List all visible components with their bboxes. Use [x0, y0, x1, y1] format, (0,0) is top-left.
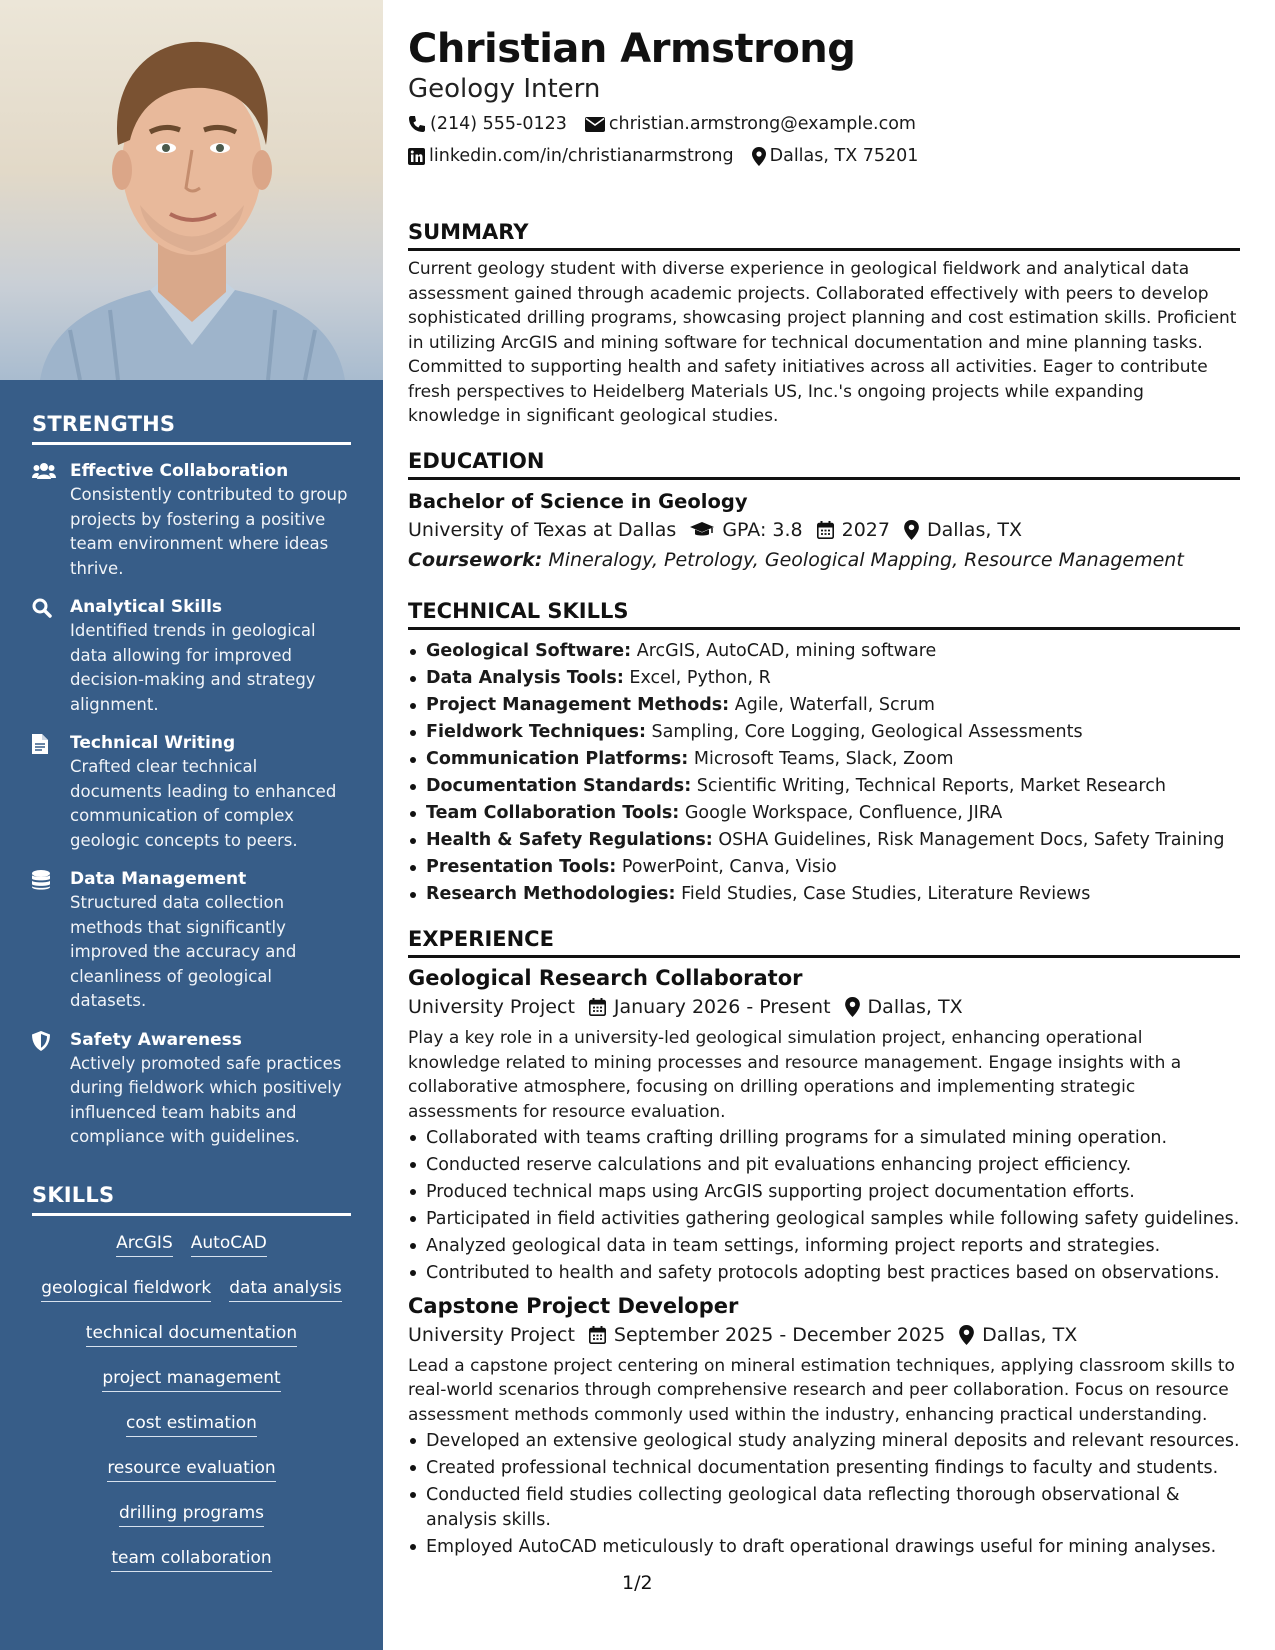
- search-icon: [32, 595, 70, 717]
- users-icon: [32, 459, 70, 581]
- school-name: University of Texas at Dallas: [408, 519, 677, 541]
- summary-heading: SUMMARY: [408, 220, 1240, 251]
- contact-row-2: [408, 146, 936, 166]
- skill-tag: ArcGIS: [116, 1233, 173, 1257]
- list-item: Analyzed geological data in team settings, informing project reports and strategies.: [408, 1234, 1240, 1259]
- strength-title: Effective Collaboration: [70, 461, 289, 481]
- strength-title: Data Management: [70, 869, 247, 889]
- strength-title: Technical Writing: [70, 733, 236, 753]
- shield-icon: [32, 1028, 70, 1150]
- role-bullets: [408, 1429, 1240, 1559]
- envelope-icon: [585, 117, 605, 132]
- skill-label: Communication Platforms:: [426, 749, 689, 769]
- role-org: University Project: [408, 996, 575, 1018]
- document-icon: [32, 731, 70, 853]
- skill-tag: data analysis: [229, 1278, 342, 1302]
- skill-value: Google Workspace, Confluence, JIRA: [684, 803, 1003, 823]
- skill-value: OSHA Guidelines, Risk Management Docs, Safety Training: [718, 830, 1225, 850]
- map-pin-icon: [752, 147, 766, 166]
- calendar-icon: [817, 521, 834, 539]
- coursework-label: Coursework:: [408, 549, 543, 571]
- experience-entry: [408, 966, 1240, 1286]
- strength-item: [32, 459, 351, 581]
- list-item: [408, 854, 1240, 881]
- skill-value: Scientific Writing, Technical Reports, Market Research: [696, 776, 1166, 796]
- coursework: [408, 549, 1240, 571]
- contact-row: [408, 114, 934, 134]
- list-item: Employed AutoCAD meticulously to draft operational drawings useful for mining analyses.: [408, 1535, 1240, 1560]
- strengths-heading: STRENGTHS: [32, 412, 351, 445]
- skill-value: Excel, Python, R: [629, 668, 771, 688]
- sidebar: [0, 0, 383, 1650]
- list-item: [408, 827, 1240, 854]
- list-item: [408, 665, 1240, 692]
- grad-year: 2027: [841, 519, 890, 541]
- list-item: Contributed to health and safety protocols adopting best practices based on observations.: [408, 1261, 1240, 1286]
- role-bullets: [408, 1126, 1240, 1286]
- skill-label: Project Management Methods:: [426, 695, 730, 715]
- phone-contact[interactable]: [408, 114, 567, 134]
- strength-text: Identified trends in geological data allowing for improved decision-making and strategy alignment.: [70, 621, 316, 714]
- technical-skills-list: [408, 638, 1240, 908]
- skill-tag: cost estimation: [126, 1413, 257, 1437]
- skill-value: Agile, Waterfall, Scrum: [734, 695, 935, 715]
- skill-label: Team Collaboration Tools:: [426, 803, 680, 823]
- gpa: GPA: 3.8: [722, 519, 803, 541]
- role-dates: January 2026 - Present: [613, 996, 831, 1018]
- role-location: Dallas, TX: [982, 1323, 1078, 1346]
- list-item: [408, 692, 1240, 719]
- role-org: University Project: [408, 1323, 575, 1346]
- technical-skills-section: [408, 599, 1240, 908]
- school-location: Dallas, TX: [926, 519, 1023, 541]
- linkedin-icon: [408, 148, 425, 165]
- education-heading: EDUCATION: [408, 449, 1240, 480]
- list-item: [408, 638, 1240, 665]
- location-text: Dallas, TX 75201: [769, 146, 919, 166]
- role-description: Lead a capstone project centering on mineral estimation techniques, applying classroom skills to real-world scenarios through comprehensive research and peer collaboration. Focus on resource assessment methods commonly used within the industry, enhancing practical understanding.: [408, 1355, 1235, 1425]
- phone-text: (214) 555-0123: [430, 114, 567, 134]
- list-item: [408, 881, 1240, 908]
- skill-value: ArcGIS, AutoCAD, mining software: [636, 641, 937, 661]
- skills-section: [32, 1183, 351, 1582]
- graduation-cap-icon: [690, 522, 714, 538]
- candidate-name: Christian Armstrong: [408, 26, 856, 72]
- skill-label: Health & Safety Regulations:: [426, 830, 713, 850]
- education-meta: [408, 519, 1240, 541]
- list-item: [408, 773, 1240, 800]
- skill-label: Research Methodologies:: [426, 884, 676, 904]
- map-pin-icon: [959, 1325, 974, 1345]
- role-location: Dallas, TX: [867, 996, 963, 1018]
- list-item: Conducted field studies collecting geological data reflecting thorough observational & analysis skills.: [408, 1483, 1240, 1532]
- location-contact: [752, 146, 919, 166]
- coursework-list: Mineralogy, Petrology, Geological Mapping, Resource Management: [548, 549, 1184, 571]
- skill-tag: team collaboration: [111, 1548, 271, 1572]
- skill-tag: technical documentation: [86, 1323, 297, 1347]
- map-pin-icon: [904, 520, 919, 540]
- list-item: Developed an extensive geological study analyzing mineral deposits and relevant resources.: [408, 1429, 1240, 1454]
- summary-text: Current geology student with diverse experience in geological fieldwork and analytical data assessment gained through academic projects. Collaborated effectively with peers to develop sophisticated drilling programs, showcasing project planning and cost estimation skills. Proficient in utilizing ArcGIS and mining software for technical documentation and mine planning tasks. Committed to supporting health and safety initiatives across all activities. Eager to contribute fresh perspectives to Heidelberg Materials US, Inc.'s ongoing projects while expanding knowledge in significant geological studies.: [408, 259, 1237, 426]
- strength-item: [32, 1028, 351, 1150]
- list-item: [408, 800, 1240, 827]
- email-text: christian.armstrong@example.com: [608, 114, 916, 134]
- role-title: Geological Research Collaborator: [408, 966, 803, 990]
- list-item: [408, 719, 1240, 746]
- list-item: [408, 746, 1240, 773]
- role-title: Capstone Project Developer: [408, 1293, 739, 1318]
- calendar-icon: [589, 1326, 606, 1344]
- role-meta: [408, 1324, 1240, 1346]
- role-dates: September 2025 - December 2025: [613, 1323, 946, 1346]
- strength-text: Consistently contributed to group projects by fostering a positive team environment where ideas thrive.: [70, 485, 348, 578]
- skill-value: Microsoft Teams, Slack, Zoom: [693, 749, 954, 769]
- experience-entry: [408, 1294, 1240, 1560]
- calendar-icon: [589, 998, 606, 1016]
- strength-item: [32, 595, 351, 717]
- skill-label: Presentation Tools:: [426, 857, 617, 877]
- phone-icon: [408, 115, 426, 133]
- skill-label: Fieldwork Techniques:: [426, 722, 646, 742]
- list-item: Produced technical maps using ArcGIS supporting project documentation efforts.: [408, 1180, 1240, 1205]
- experience-section: [408, 927, 1240, 1562]
- education-section: [408, 449, 1240, 571]
- list-item: Participated in field activities gathering geological samples while following safety guidelines.: [408, 1207, 1240, 1232]
- strength-title: Analytical Skills: [70, 597, 223, 617]
- skill-value: PowerPoint, Canva, Visio: [621, 857, 837, 877]
- strengths-section: [32, 412, 351, 1150]
- list-item: Created professional technical documentation presenting findings to faculty and students.: [408, 1456, 1240, 1481]
- skill-tag: drilling programs: [119, 1503, 264, 1527]
- skill-label: Geological Software:: [426, 641, 632, 661]
- list-item: Collaborated with teams crafting drilling programs for a simulated mining operation.: [408, 1126, 1240, 1151]
- linkedin-text: linkedin.com/in/christianarmstrong: [429, 146, 734, 166]
- strength-title: Safety Awareness: [70, 1029, 242, 1050]
- role-meta: [408, 996, 1240, 1018]
- degree-title: Bachelor of Science in Geology: [408, 490, 748, 513]
- skill-tag: AutoCAD: [191, 1233, 267, 1257]
- experience-heading: EXPERIENCE: [408, 927, 1240, 958]
- skills-list: [32, 1222, 351, 1582]
- strength-text: Actively promoted safe practices during fieldwork which positively influenced team habits and compliance with guidelines.: [70, 1053, 342, 1146]
- strength-item: [32, 867, 351, 1014]
- skill-label: Data Analysis Tools:: [426, 668, 624, 688]
- skill-value: Field Studies, Case Studies, Literature Reviews: [681, 884, 1091, 904]
- technical-skills-heading: TECHNICAL SKILLS: [408, 599, 1240, 630]
- role-description: Play a key role in a university-led geological simulation project, enhancing operational knowledge related to mining processes and resource management. Engage insights with a collaborative atmosphere, focusing on drilling operations and implementing strategic assessments for resource evaluation.: [408, 1028, 1182, 1122]
- strength-text: Structured data collection methods that significantly improved the accuracy and cleanliness of geological datasets.: [70, 893, 297, 1010]
- skill-label: Documentation Standards:: [426, 776, 692, 796]
- skill-value: Sampling, Core Logging, Geological Assessments: [651, 722, 1083, 742]
- database-icon: [32, 867, 70, 1014]
- skill-tag: geological fieldwork: [41, 1278, 211, 1302]
- page-number: 1/2: [622, 1572, 653, 1594]
- map-pin-icon: [845, 997, 860, 1017]
- skill-tag: project management: [102, 1368, 280, 1392]
- list-item: Conducted reserve calculations and pit evaluations enhancing project efficiency.: [408, 1153, 1240, 1178]
- summary-section: [408, 220, 1240, 429]
- strength-text: Crafted clear technical documents leading to enhanced communication of complex geologic concepts to peers.: [70, 757, 337, 850]
- skill-tag: resource evaluation: [107, 1458, 275, 1482]
- job-title: Geology Intern: [408, 74, 601, 104]
- strength-item: [32, 731, 351, 853]
- email-contact[interactable]: [585, 114, 916, 134]
- skills-heading: SKILLS: [32, 1183, 351, 1216]
- profile-photo: [0, 0, 383, 380]
- linkedin-contact[interactable]: [408, 146, 734, 166]
